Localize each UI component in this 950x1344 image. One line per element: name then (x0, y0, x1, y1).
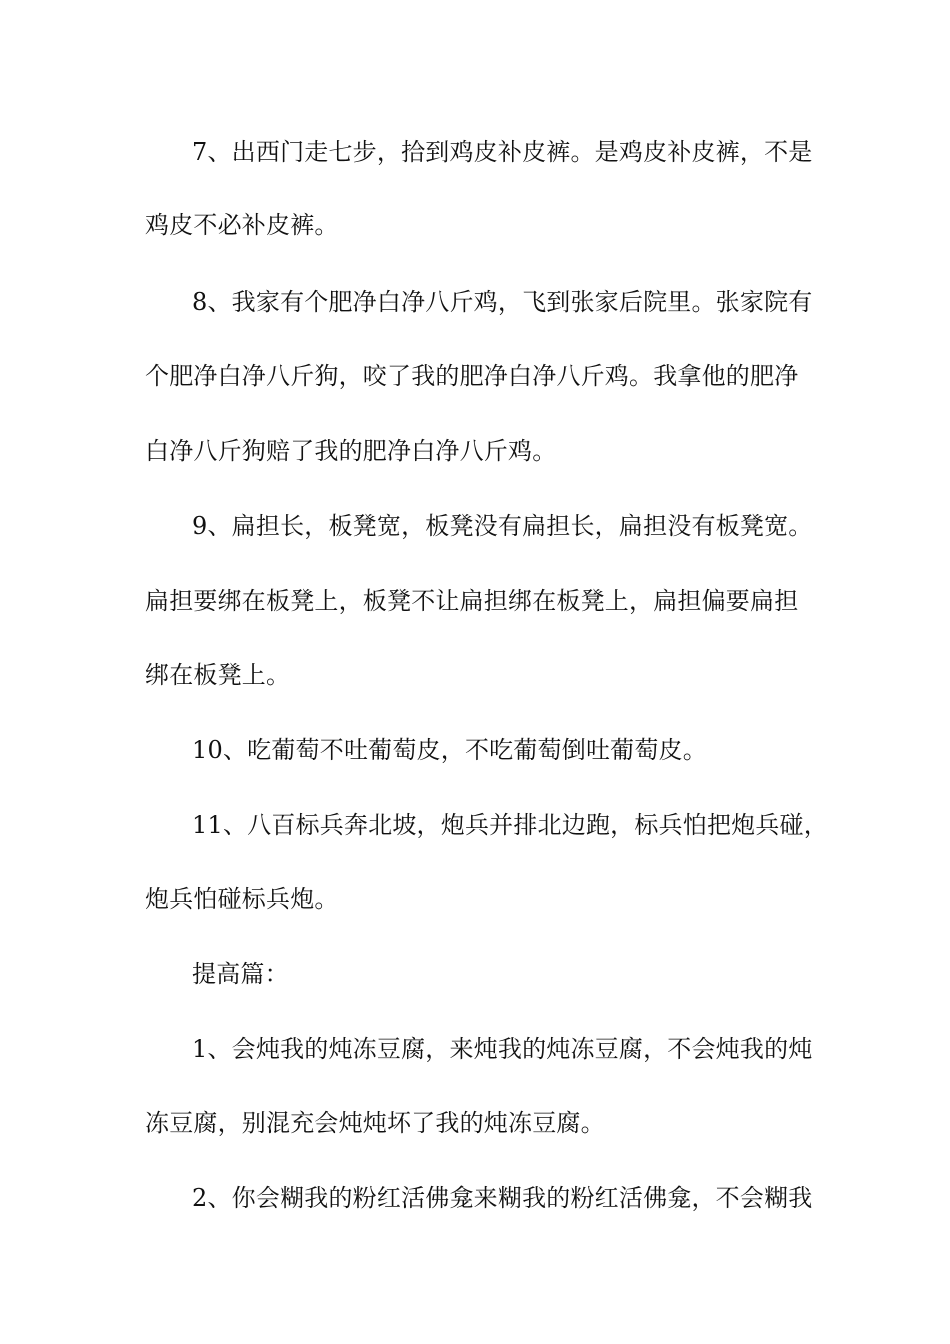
text-line: 鸡皮不必补皮裤。 (145, 211, 339, 239)
text-line: 7、出西门走七步，拾到鸡皮补皮裤。是鸡皮补皮裤，不是 (192, 138, 813, 166)
text-line: 绑在板凳上。 (145, 661, 291, 689)
text-line: 1、会炖我的炖冻豆腐，来炖我的炖冻豆腐，不会炖我的炖 (192, 1035, 813, 1063)
text-line: 8、我家有个肥净白净八斤鸡，飞到张家后院里。张家院有 (192, 288, 813, 316)
text-line: 11、八百标兵奔北坡，炮兵并排北边跑，标兵怕把炮兵碰， (192, 811, 828, 839)
text-line: 冻豆腐，别混充会炖炖坏了我的炖冻豆腐。 (145, 1109, 605, 1137)
text-line: 9、扁担长，板凳宽，板凳没有扁担长，扁担没有板凳宽。 (192, 512, 813, 540)
text-line: 10、吃葡萄不吐葡萄皮，不吃葡萄倒吐葡萄皮。 (192, 736, 707, 764)
text-line: 个肥净白净八斤狗，咬了我的肥净白净八斤鸡。我拿他的肥净 (145, 362, 799, 390)
text-line: 炮兵怕碰标兵炮。 (145, 885, 339, 913)
text-line: 2、你会糊我的粉红活佛龛来糊我的粉红活佛龛，不会糊我 (192, 1184, 813, 1212)
text-line: 扁担要绑在板凳上，板凳不让扁担绑在板凳上，扁担偏要扁担 (145, 587, 799, 615)
section-heading: 提高篇： (192, 960, 289, 988)
text-line: 白净八斤狗赔了我的肥净白净八斤鸡。 (145, 437, 557, 465)
